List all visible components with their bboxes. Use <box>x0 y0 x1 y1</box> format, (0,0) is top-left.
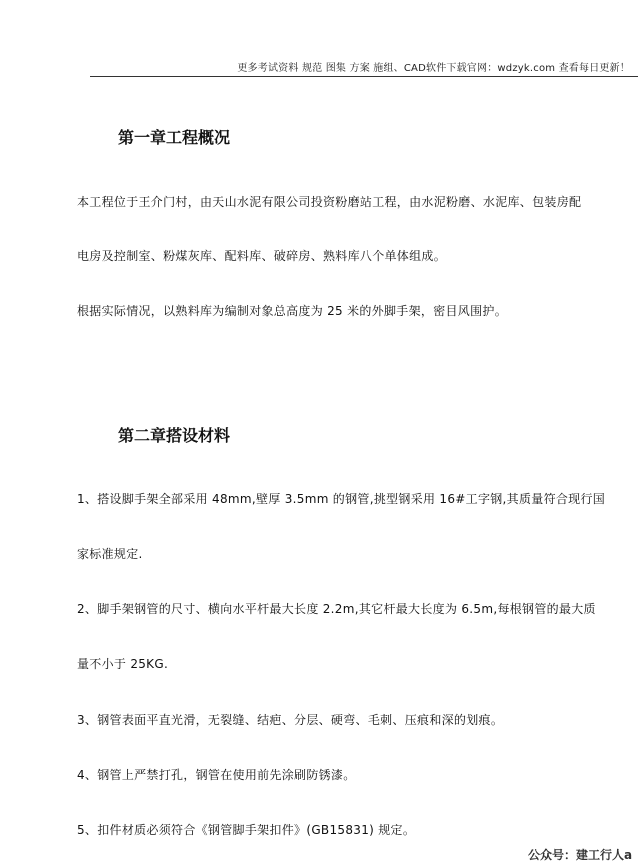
chapter-2-paragraph-5: 3、钢管表面平直光滑，无裂缝、结疤、分层、硬弯、毛刺、压痕和深的划痕。 <box>77 713 504 727</box>
chapter-2-paragraph-6: 4、钢管上严禁打孔，钢管在使用前先涂刷防锈漆。 <box>77 768 356 782</box>
chapter-2-paragraph-3: 2、脚手架钢管的尺寸、横向水平杆最大长度 2.2m,其它杆最大长度为 6.5m,每根钢管的最大质 <box>77 602 596 616</box>
chapter-2-paragraph-1: 1、搭设脚手架全部采用 48mm,壁厚 3.5mm 的钢管,挑型钢采用 16#工字钢,其质量符合现行国 <box>77 492 606 506</box>
chapter-2-title: 第二章搭设材料 <box>118 426 231 445</box>
footer-watermark: 公众号：建工行人a <box>528 848 633 862</box>
chapter-2-paragraph-7: 5、扣件材质必须符合《钢管脚手架扣件》(GB15831) 规定。 <box>77 823 416 837</box>
chapter-1-paragraph-2: 电房及控制室、粉煤灰库、配料库、破碎房、熟料库八个单体组成。 <box>77 249 447 263</box>
chapter-1-title: 第一章工程概况 <box>118 128 231 147</box>
chapter-2-paragraph-4: 量不小于 25KG. <box>77 657 169 671</box>
page-header: 更多考试资料 规范 图集 方案 施组、CAD软件下载官网：wdzyk.com 查看每日更新！ <box>237 63 630 74</box>
chapter-2-paragraph-2: 家标准规定. <box>77 547 143 561</box>
chapter-1-paragraph-1: 本工程位于王介门村，由天山水泥有限公司投资粉磨站工程，由水泥粉磨、水泥库、包装房配 <box>77 195 582 209</box>
chapter-1-paragraph-3: 根据实际情况，以熟料库为编制对象总高度为 25 米的外脚手架，密目风围护。 <box>77 304 508 318</box>
header-divider <box>90 76 638 77</box>
